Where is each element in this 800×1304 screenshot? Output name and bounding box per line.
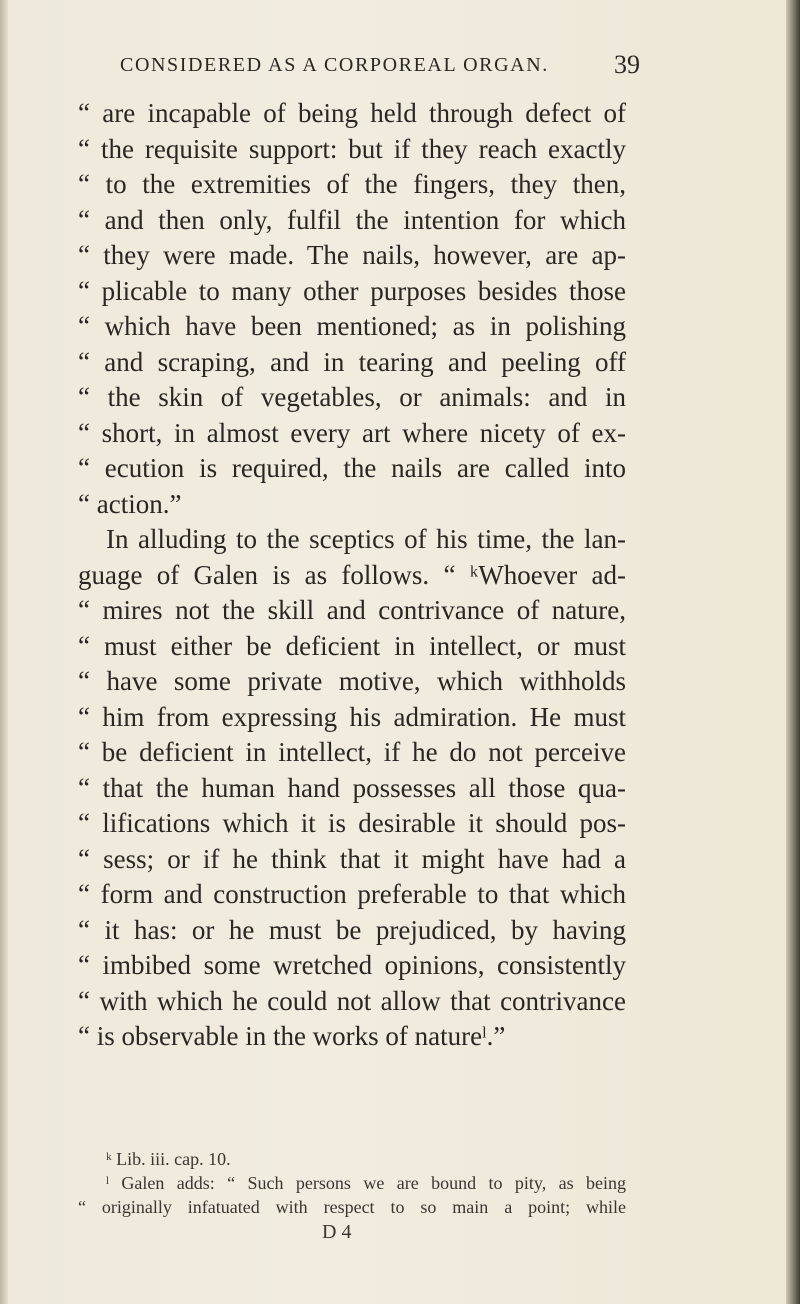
footnotes — [78, 1147, 626, 1219]
text-line: “ it has: or he must be prejudiced, by having — [78, 914, 626, 945]
text-line: guage of Galen is as follows. “ ᵏWhoever ad- — [78, 559, 626, 590]
text-line: “ are incapable of being held through defect of — [78, 98, 626, 128]
text-line: “ which have been mentioned; as in polishing — [78, 311, 626, 341]
footnote-k: ᵏ Lib. iii. cap. 10. — [106, 1149, 231, 1169]
text-line: “ sess; or if he think that it might have had a — [78, 843, 626, 874]
body-text — [78, 96, 626, 1055]
paragraph-start-line: In alluding to the sceptics of his time, the lan- — [106, 524, 626, 554]
signature-mark: D 4 — [322, 1221, 352, 1243]
text-line: “ to the extremities of the fingers, they then, — [78, 169, 626, 199]
text-line: “ him from expressing his admiration. He must — [78, 701, 626, 732]
text-line: “ is observable in the works of natureˡ.” — [78, 1021, 506, 1051]
text-line: “ action.” — [78, 488, 182, 519]
text-line: “ must either be deficient in intellect, or must — [78, 630, 626, 661]
text-line: “ plicable to many other purposes besides those — [78, 275, 626, 306]
text-line: “ be deficient in intellect, if he do not perceive — [78, 737, 626, 767]
text-line: “ mires not the skill and contrivance of nature, — [78, 595, 626, 625]
text-line: “ that the human hand possesses all those qua- — [78, 772, 626, 803]
text-line: “ short, in almost every art where nicety of ex- — [78, 417, 626, 448]
text-line: “ form and construction preferable to that which — [78, 879, 626, 909]
footnote-l: ˡ Galen adds: “ Such persons we are bound to pity, as being — [106, 1173, 626, 1193]
page-right-edge-shadow — [786, 0, 800, 1304]
page-number: 39 — [614, 50, 640, 79]
text-line: “ lifications which it is desirable it should pos- — [78, 808, 626, 838]
text-line: “ they were made. The nails, however, are ap- — [78, 240, 626, 270]
text-line: “ the requisite support: but if they reach exactly — [78, 133, 626, 164]
footnote-continuation: “ originally infatuated with respect to so main a point; while — [78, 1197, 626, 1217]
text-line: “ and scraping, and in tearing and peeling off — [78, 346, 626, 377]
running-title: CONSIDERED AS A CORPOREAL ORGAN. — [120, 54, 549, 76]
page-left-edge — [0, 0, 8, 1304]
running-head — [120, 50, 640, 86]
text-line: “ ecution is required, the nails are called into — [78, 453, 626, 483]
text-line: “ with which he could not allow that contrivance — [78, 985, 626, 1016]
text-line: “ have some private motive, which withholds — [78, 666, 626, 696]
text-line: “ the skin of vegetables, or animals: and in — [78, 382, 626, 412]
text-line: “ and then only, fulfil the intention for which — [78, 204, 626, 235]
text-line: “ imbibed some wretched opinions, consistently — [78, 950, 626, 980]
